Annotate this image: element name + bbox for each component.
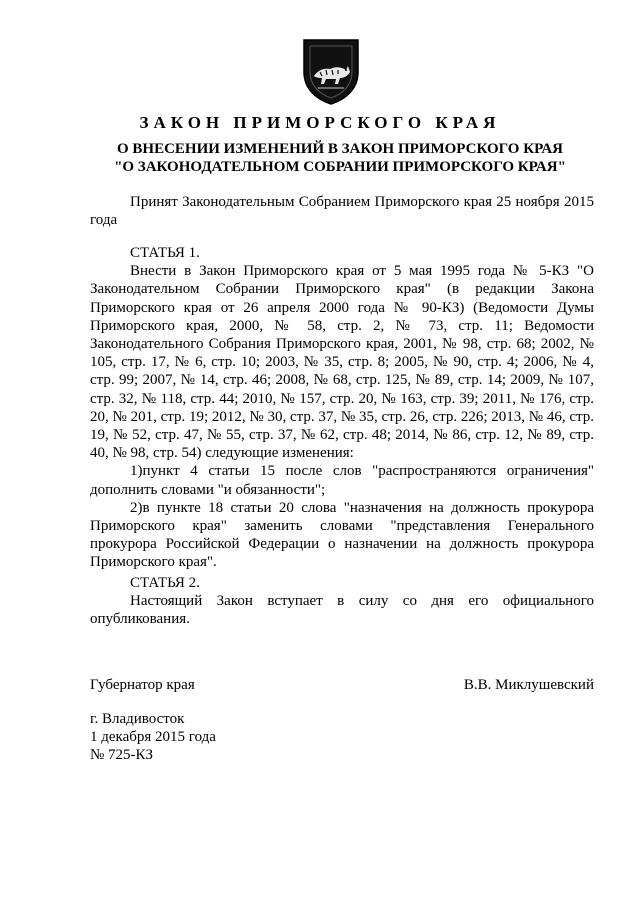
article-1-intro: Внести в Закон Приморского края от 5 мая 1995 года № 5-КЗ "О Законодательном Собрании Приморского края" (в редакции Закона Приморского края от 26 апреля 2000 года № 90-КЗ) (Ведомости Думы Приморского края, 2000, № 58, стр. 2, № 73, стр. 11; Ведомости Законодательного Собрания Приморского края, 2001, № 98, стр. 68; 2002, № 105, стр. 17, № 6, стр. 10; 2003, № 35, стр. 8; 2005, № 90, стр. 4; 2006, № 4, стр. 99; 2007, № 14, стр. 46; 2008, № 68, стр. 125, № 89, стр. 14; 2009, № 107, стр. 32, № 118, стр. 44; 2010, № 157, стр. 20, № 163, стр. 39; 2011, № 176, стр. 20, № 201, стр. 19; 2012, № 30, стр. 37, № 35, стр. 26, стр. 226; 2013, № 46, стр. 19, № 52, стр. 47, № 55, стр. 37, № 62, стр. 48; 2014, № 86, стр. 12, № 89, стр. 40, № 98, стр. 54) следующие изменения: <box>90 263 594 462</box>
law-subtitle-line-2: "О ЗАКОНОДАТЕЛЬНОМ СОБРАНИИ ПРИМОРСКОГО КРАЯ" <box>114 159 566 175</box>
issuance-city: г. Владивосток <box>90 711 185 727</box>
article-2-text: Настоящий Закон вступает в силу со дня его официального опубликования. <box>90 593 594 628</box>
article-1 <box>90 244 594 572</box>
article-2-heading: СТАТЬЯ 2. <box>130 575 200 591</box>
law-number: № 725-КЗ <box>90 747 154 763</box>
coat-of-arms-icon <box>300 36 362 106</box>
article-2 <box>90 574 594 629</box>
article-1-item-2: 2)в пункте 18 статьи 20 слова "назначения на должность прокурора Приморского края" заменить словами "представления Генерального прокурора Российской Федерации о назначении на должность прокурора Приморского края". <box>90 499 594 571</box>
issuance-details <box>90 710 216 764</box>
signatory-name: В.В. Миклушевский <box>463 677 594 693</box>
signature-block <box>90 677 594 694</box>
signatory-position: Губернатор края <box>90 677 195 693</box>
issuance-date: 1 декабря 2015 года <box>90 729 216 745</box>
law-subtitle <box>60 140 620 176</box>
article-1-heading: СТАТЬЯ 1. <box>130 245 200 261</box>
law-title: ЗАКОН ПРИМОРСКОГО КРАЯ <box>139 113 501 132</box>
law-subtitle-line-1: О ВНЕСЕНИИ ИЗМЕНЕНИЙ В ЗАКОН ПРИМОРСКОГО КРАЯ <box>117 141 563 157</box>
article-1-item-1: 1)пункт 4 статьи 15 после слов "распространяются ограничения" дополнить словами "и обязанности"; <box>90 463 594 498</box>
adoption-note: Принят Законодательным Собранием Приморского края 25 ноября 2015 года <box>90 194 594 228</box>
